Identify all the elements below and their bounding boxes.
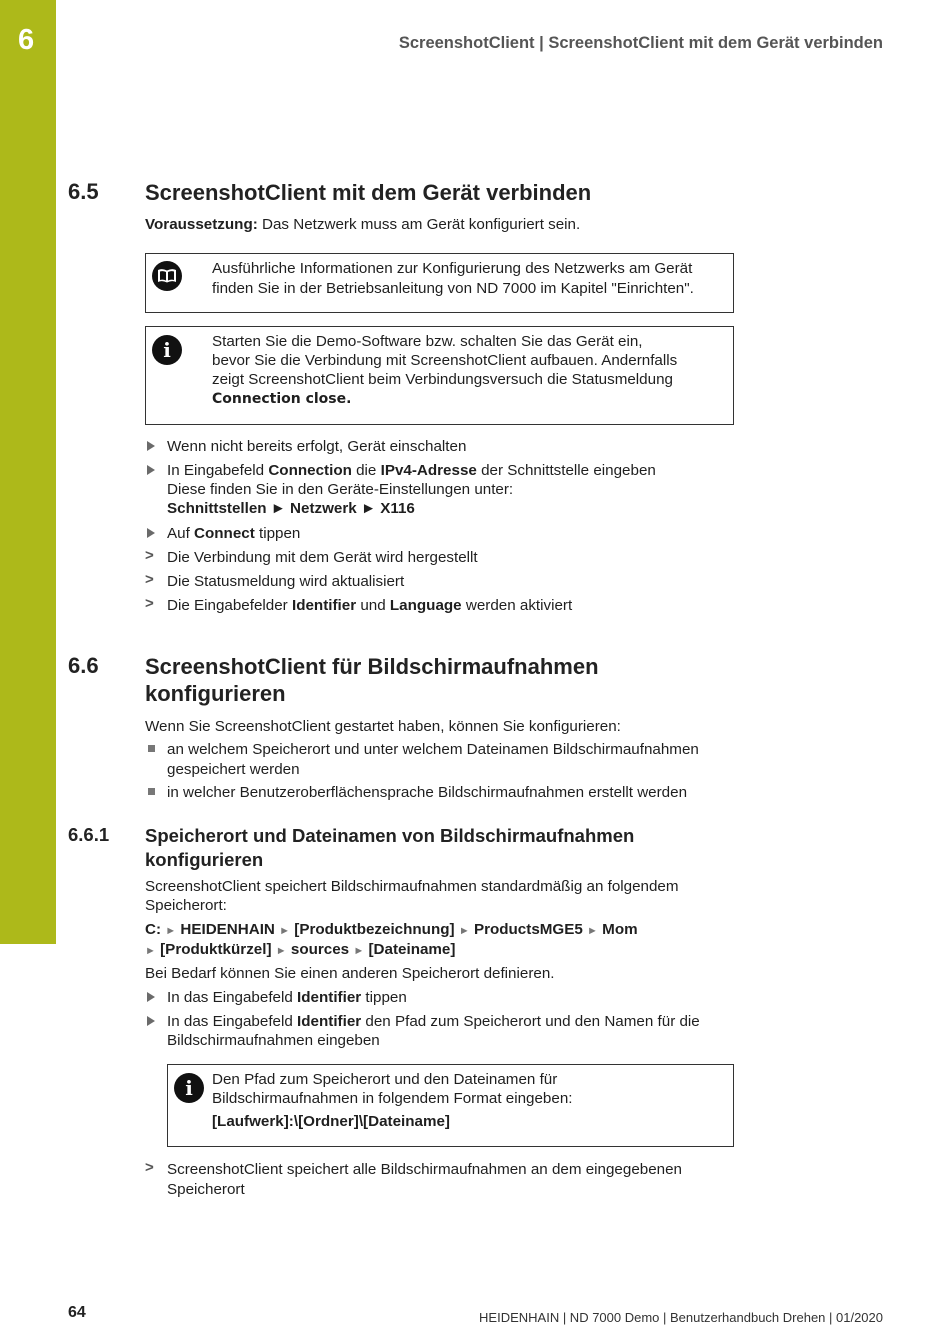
subsection-number: 6.6.1 xyxy=(68,824,110,845)
step-text: Diese finden Sie in den Geräte-Einstellungen unter: xyxy=(167,481,514,498)
section-number: 6.5 xyxy=(68,179,99,204)
step-text xyxy=(167,988,407,1008)
book-icon xyxy=(152,261,182,291)
text: In Eingabefeld xyxy=(167,462,269,479)
result-text: ScreenshotClient speichert alle Bildschirmaufnahmen an dem eingegebenen xyxy=(167,1161,683,1178)
path-part: C: xyxy=(145,921,162,938)
path-part: [Dateiname] xyxy=(368,941,456,958)
info-note-box xyxy=(145,326,734,425)
text: und xyxy=(356,597,390,614)
prerequisite-label: Voraussetzung: xyxy=(145,216,258,233)
bullet-square-icon xyxy=(148,745,155,752)
field-name: Connection xyxy=(268,462,352,479)
path-separator: ► xyxy=(458,925,470,937)
status-message: Connection close. xyxy=(212,391,352,407)
field-name: Identifier xyxy=(297,1013,362,1030)
prerequisite xyxy=(145,215,580,235)
path-separator: ► xyxy=(165,925,177,937)
field-name: Identifier xyxy=(297,989,362,1006)
result-icon: > xyxy=(145,595,154,612)
note-line: Den Pfad zum Speicherort und den Dateinamen für xyxy=(212,1071,558,1088)
path-part: [Produktkürzel] xyxy=(160,941,272,958)
info-note-box xyxy=(167,1064,734,1147)
step-arrow-icon xyxy=(147,528,155,538)
result-text: Speicherort xyxy=(167,1181,245,1198)
note-line: Bildschirmaufnahmen in folgendem Format eingeben: xyxy=(212,1090,573,1107)
path-part: HEIDENHAIN xyxy=(180,921,275,938)
field-name: IPv4-Adresse xyxy=(380,462,477,479)
step-text xyxy=(167,461,656,481)
list-item: gespeichert werden xyxy=(167,761,300,778)
bullet-square-icon xyxy=(148,788,155,795)
prerequisite-text: Das Netzwerk muss am Gerät konfiguriert sein. xyxy=(257,216,581,233)
step-arrow-icon xyxy=(147,1016,155,1026)
chapter-number: 6 xyxy=(18,24,35,56)
step-arrow-icon xyxy=(147,992,155,1002)
path-separator: ► xyxy=(353,945,365,957)
note-line: zeigt ScreenshotClient beim Verbindungsversuch die Statusmeldung xyxy=(212,371,673,388)
field-name: Identifier xyxy=(291,597,357,614)
path-part: [Produktbezeichnung] xyxy=(294,921,455,938)
page-number: 64 xyxy=(68,1304,86,1321)
note-line: Ausführliche Informationen zur Konfigurierung des Netzwerks am Gerät xyxy=(212,260,693,277)
storage-path xyxy=(145,920,638,942)
section-number: 6.6 xyxy=(68,653,99,678)
paragraph: ScreenshotClient speichert Bildschirmaufnahmen standardmäßig an folgendem xyxy=(145,878,679,895)
note-line: finden Sie in der Betriebsanleitung von ND 7000 im Kapitel "Einrichten". xyxy=(212,280,694,297)
step-arrow-icon xyxy=(147,441,155,451)
text: Die Eingabefelder xyxy=(167,597,292,614)
path-separator: ► xyxy=(145,945,156,957)
field-name: Language xyxy=(389,597,462,614)
subsection-title: konfigurieren xyxy=(145,849,264,870)
path-part: ProductsMGE5 xyxy=(473,921,583,938)
menu-path: Schnittstellen ► Netzwerk ► X116 xyxy=(167,500,415,517)
step-text xyxy=(167,524,300,544)
path-separator: ► xyxy=(279,925,291,937)
text: der Schnittstelle eingeben xyxy=(476,462,656,479)
text: In das Eingabefeld xyxy=(167,1013,298,1030)
result-text xyxy=(167,596,572,616)
list-item: an welchem Speicherort und unter welchem Dateinamen Bildschirmaufnahmen xyxy=(167,741,699,758)
paragraph: Speicherort: xyxy=(145,897,227,914)
text: den Pfad zum Speicherort und den Namen für die xyxy=(361,1013,700,1030)
info-icon: i xyxy=(152,335,182,365)
subsection-title: Speicherort und Dateinamen von Bildschirmaufnahmen xyxy=(145,825,635,846)
chapter-tab xyxy=(0,0,56,944)
note-line: bevor Sie die Verbindung mit ScreenshotClient aufbauen. Andernfalls xyxy=(212,352,678,369)
paragraph: Bei Bedarf können Sie einen anderen Speicherort definieren. xyxy=(145,965,555,982)
result-text: Die Statusmeldung wird aktualisiert xyxy=(167,573,405,590)
text: die xyxy=(351,462,381,479)
section-title: ScreenshotClient für Bildschirmaufnahmen xyxy=(145,654,599,679)
result-icon: > xyxy=(145,571,154,588)
text: werden aktiviert xyxy=(461,597,573,614)
result-icon: > xyxy=(145,547,154,564)
text: tippen xyxy=(254,525,301,542)
footer-text: HEIDENHAIN | ND 7000 Demo | Benutzerhandbuch Drehen | 01/2020 xyxy=(479,1310,883,1325)
path-part: Mom xyxy=(602,921,638,938)
step-text: Bildschirmaufnahmen eingeben xyxy=(167,1032,380,1049)
storage-path xyxy=(145,940,455,962)
list-item: in welcher Benutzeroberflächensprache Bildschirmaufnahmen erstellt werden xyxy=(167,784,688,801)
info-icon: i xyxy=(174,1073,204,1103)
path-format: [Laufwerk]:\[Ordner]\[Dateiname] xyxy=(212,1113,450,1130)
result-icon: > xyxy=(145,1159,154,1176)
section-title: ScreenshotClient mit dem Gerät verbinden xyxy=(145,180,592,205)
section-title: konfigurieren xyxy=(145,681,286,706)
path-separator: ► xyxy=(275,945,287,957)
note-line: Starten Sie die Demo-Software bzw. schalten Sie das Gerät ein, xyxy=(212,333,643,350)
step-arrow-icon xyxy=(147,465,155,475)
path-part: sources xyxy=(290,941,350,958)
step-text: Wenn nicht bereits erfolgt, Gerät einschalten xyxy=(167,438,467,455)
reference-note-box xyxy=(145,253,734,313)
text: In das Eingabefeld xyxy=(167,989,298,1006)
step-text xyxy=(167,1012,700,1032)
path-separator: ► xyxy=(587,925,598,937)
button-name: Connect xyxy=(194,525,255,542)
text: Auf xyxy=(167,525,195,542)
result-text: Die Verbindung mit dem Gerät wird hergestellt xyxy=(167,549,478,566)
paragraph: Wenn Sie ScreenshotClient gestartet haben, können Sie konfigurieren: xyxy=(145,718,621,735)
running-header: ScreenshotClient | ScreenshotClient mit dem Gerät verbinden xyxy=(398,34,883,52)
text: tippen xyxy=(361,989,407,1006)
